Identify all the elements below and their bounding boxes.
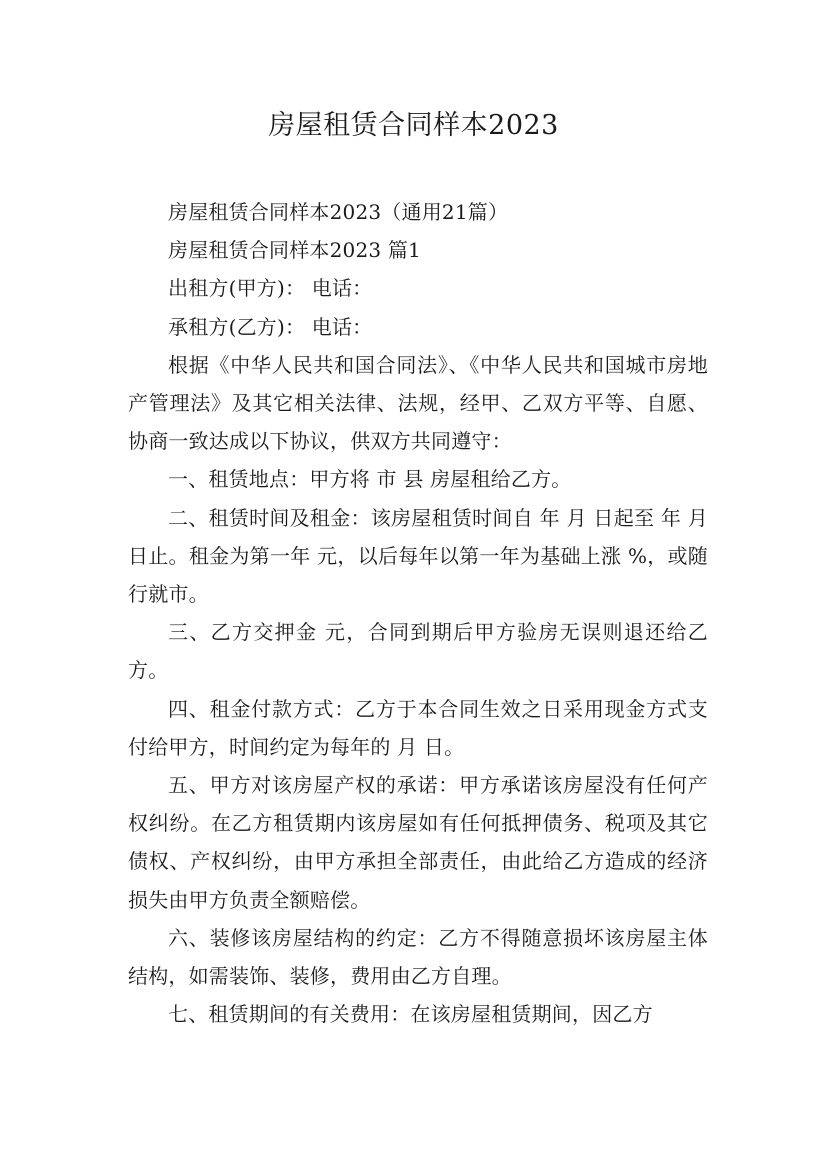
paragraph-clause-5: 五、甲方对该房屋产权的承诺：甲方承诺该房屋没有任何产权纠纷。在乙方租赁期内该房屋如有任何抵押债务、税项及其它债权、产权纠纷，由甲方承担全部责任，由此给乙方造成的经济损失由甲方负责全额赔偿。 (128, 773, 708, 912)
paragraph-clause-6: 六、装修该房屋结构的约定：乙方不得随意损坏该房屋主体结构，如需装饰、装修，费用由乙方自理。 (128, 925, 708, 989)
paragraph-lessee: 承租方(乙方)： 电话： (168, 314, 373, 339)
paragraph-clause-7: 七、租赁期间的有关费用：在该房屋租赁期间，因乙方 (168, 1002, 653, 1027)
paragraph-clause-3: 三、乙方交押金 元，合同到期后甲方验房无误则退还给乙方。 (128, 620, 708, 683)
document-title: 房屋租赁合同样本2023 (268, 110, 559, 141)
paragraph-preamble: 根据《中华人民共和国合同法》、《中华人民共和国城市房地产管理法》及其它相关法律、法规，经甲、乙双方平等、自愿、协商一致达成以下协议，供双方共同遵守： (128, 352, 708, 454)
paragraph-subtitle: 房屋租赁合同样本2023（通用21篇） (168, 200, 509, 224)
paragraph-lessor: 出租方(甲方)： 电话： (168, 276, 373, 301)
paragraph-section-heading: 房屋租赁合同样本2023 篇1 (168, 238, 421, 263)
document-body (128, 193, 708, 1033)
paragraph-clause-1: 一、租赁地点：甲方将 市 县 房屋租给乙方。 (168, 467, 572, 492)
paragraph-clause-4: 四、租金付款方式：乙方于本合同生效之日采用现金方式支付给甲方，时间约定为每年的 月 日。 (128, 696, 708, 759)
paragraph-clause-2: 二、租赁时间及租金：该房屋租赁时间自 年 月 日起至 年 月 日止。租金为第一年 元，以后每年以第一年为基础上涨 %，或随行就市。 (128, 505, 708, 607)
